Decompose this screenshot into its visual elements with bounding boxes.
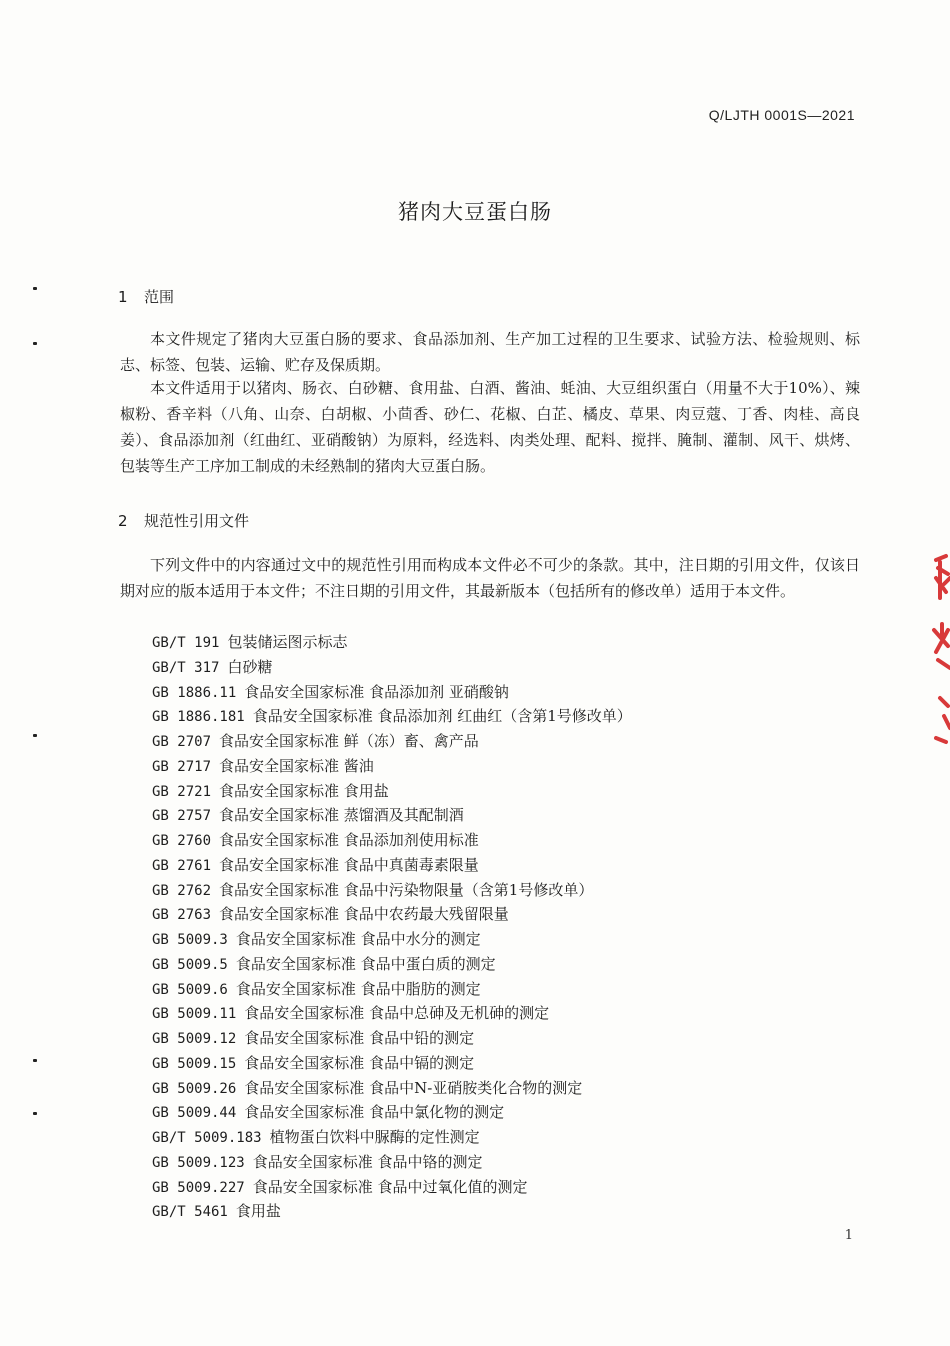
reference-title: 包装储运图示标志 bbox=[227, 633, 348, 651]
reference-code: GB 2717 bbox=[152, 758, 212, 775]
reference-title: 食品安全国家标准 食品添加剂 红曲红（含第1号修改单） bbox=[252, 707, 632, 726]
margin-dot bbox=[33, 287, 37, 290]
reference-code: GB 5009.123 bbox=[152, 1154, 245, 1171]
reference-item bbox=[152, 655, 632, 680]
page-number: 1 bbox=[844, 1228, 853, 1243]
document-title: 猪肉大豆蛋白肠 bbox=[398, 200, 552, 224]
reference-item bbox=[152, 902, 632, 927]
reference-code: GB 5009.5 bbox=[152, 956, 228, 973]
reference-title: 食品安全国家标准 酱油 bbox=[219, 756, 374, 775]
reference-code: GB 1886.11 bbox=[152, 684, 237, 701]
section-title: 规范性引用文件 bbox=[144, 512, 250, 530]
reference-title: 食品安全国家标准 蒸馏酒及其配制酒 bbox=[219, 806, 464, 825]
margin-dot bbox=[33, 734, 37, 737]
margin-dot bbox=[33, 1112, 37, 1115]
reference-item bbox=[152, 680, 632, 705]
reference-code: GB 2760 bbox=[152, 833, 212, 849]
reference-code: GB 5009.15 bbox=[152, 1055, 237, 1072]
reference-code: GB 1886.181 bbox=[152, 709, 245, 726]
reference-code: GB 2757 bbox=[152, 808, 212, 825]
reference-item bbox=[152, 977, 632, 1002]
margin-dot bbox=[33, 1059, 37, 1062]
document-code: Q/LJTH 0001S—2021 bbox=[708, 107, 855, 123]
reference-title: 食品安全国家标准 食品中蛋白质的测定 bbox=[235, 954, 496, 973]
section-title: 范围 bbox=[144, 288, 175, 306]
reference-title: 食品安全国家标准 食品中水分的测定 bbox=[235, 930, 481, 948]
section-number: 1 bbox=[118, 288, 128, 306]
reference-title: 食品安全国家标准 食品中农药最大残留限量 bbox=[219, 905, 509, 924]
reference-title: 食品安全国家标准 食品中总砷及无机砷的测定 bbox=[244, 1004, 550, 1023]
reference-item bbox=[152, 828, 632, 853]
reference-item bbox=[152, 779, 632, 804]
reference-title: 食品安全国家标准 食品中过氧化值的测定 bbox=[252, 1177, 528, 1196]
reference-item bbox=[152, 1076, 632, 1101]
reference-item bbox=[152, 1001, 632, 1026]
section-number: 2 bbox=[118, 512, 128, 530]
scope-paragraph: 本文件规定了猪肉大豆蛋白肠的要求、食品添加剂、生产加工过程的卫生要求、试验方法、检验规则、标志、标签、包装、运输、贮存及保质期。 bbox=[120, 330, 860, 374]
reference-item bbox=[152, 704, 632, 729]
reference-code: GB 5009.6 bbox=[152, 981, 228, 998]
red-seal-fragment bbox=[924, 548, 950, 768]
reference-code: GB 5009.12 bbox=[152, 1031, 237, 1047]
reference-title: 食品安全国家标准 食品中真菌毒素限量 bbox=[219, 855, 479, 874]
reference-item bbox=[152, 853, 632, 878]
reference-title: 食品安全国家标准 食品中铅的测定 bbox=[244, 1029, 475, 1047]
reference-title: 食品安全国家标准 食品中脂肪的测定 bbox=[235, 979, 481, 998]
reference-item bbox=[152, 1125, 632, 1150]
margin-dot bbox=[33, 342, 37, 345]
reference-title: 食品安全国家标准 食品中铬的测定 bbox=[252, 1152, 483, 1171]
reference-code: GB 2762 bbox=[152, 882, 212, 899]
reference-item bbox=[152, 1051, 632, 1076]
reference-code: GB/T 191 bbox=[152, 635, 220, 651]
reference-item bbox=[152, 1100, 632, 1125]
reference-item bbox=[152, 754, 632, 779]
reference-code: GB/T 317 bbox=[152, 659, 220, 676]
references-intro-paragraph: 下列文件中的内容通过文中的规范性引用而构成本文件必不可少的条款。其中，注日期的引用文件，仅该日期对应的版本适用于本文件；不注日期的引用文件，其最新版本（包括所有的修改单）适用于本文件。 bbox=[120, 556, 860, 600]
reference-code: GB 2761 bbox=[152, 857, 212, 874]
reference-title: 食品安全国家标准 食品添加剂 亚硝酸钠 bbox=[244, 682, 509, 701]
reference-item bbox=[152, 729, 632, 754]
reference-code: GB/T 5009.183 bbox=[152, 1130, 262, 1146]
reference-code: GB 2721 bbox=[152, 783, 212, 800]
reference-title: 植物蛋白饮料中脲酶的定性测定 bbox=[269, 1128, 480, 1146]
reference-item bbox=[152, 927, 632, 952]
reference-code: GB 5009.44 bbox=[152, 1105, 237, 1122]
section-heading-scope bbox=[118, 286, 174, 307]
reference-list bbox=[152, 630, 632, 1224]
reference-code: GB 5009.11 bbox=[152, 1006, 237, 1023]
reference-item bbox=[152, 630, 632, 655]
reference-code: GB 2707 bbox=[152, 734, 212, 750]
reference-item bbox=[152, 1026, 632, 1051]
reference-code: GB 2763 bbox=[152, 907, 212, 924]
reference-title: 食品安全国家标准 食品添加剂使用标准 bbox=[219, 831, 479, 849]
reference-title: 食品安全国家标准 食品中N-亚硝胺类化合物的测定 bbox=[244, 1078, 583, 1097]
reference-title: 白砂糖 bbox=[227, 657, 273, 676]
reference-code: GB 5009.3 bbox=[152, 932, 228, 948]
reference-title: 食品安全国家标准 食品中镉的测定 bbox=[244, 1053, 475, 1072]
scope-paragraph: 本文件适用于以猪肉、肠衣、白砂糖、食用盐、白酒、酱油、蚝油、大豆组织蛋白（用量不大于10%）、辣椒粉、香辛料（八角、山奈、白胡椒、小茴香、砂仁、花椒、白芷、橘皮、草果、肉豆蔻、丁香、肉桂、高良姜）、食品添加剂（红曲红、亚硝酸钠）为原料，经选料、肉类处理、配料、搅拌、腌制、灌制、风干、烘烤、包装等生产工序加工制成的未经熟制的猪肉大豆蛋白肠。 bbox=[120, 379, 860, 475]
reference-code: GB 5009.26 bbox=[152, 1080, 237, 1097]
reference-item bbox=[152, 878, 632, 903]
section-heading-references bbox=[118, 510, 249, 531]
reference-item bbox=[152, 803, 632, 828]
reference-code: GB/T 5461 bbox=[152, 1204, 228, 1221]
reference-title: 食品安全国家标准 食品中氯化物的测定 bbox=[244, 1103, 505, 1122]
reference-item bbox=[152, 952, 632, 977]
reference-code: GB 5009.227 bbox=[152, 1179, 245, 1196]
reference-item bbox=[152, 1150, 632, 1175]
reference-title: 食用盐 bbox=[235, 1202, 281, 1221]
reference-title: 食品安全国家标准 鲜（冻）畜、禽产品 bbox=[219, 732, 479, 750]
reference-title: 食品安全国家标准 食用盐 bbox=[219, 781, 389, 800]
reference-title: 食品安全国家标准 食品中污染物限量（含第1号修改单） bbox=[219, 880, 594, 899]
reference-item bbox=[152, 1199, 632, 1224]
reference-item bbox=[152, 1175, 632, 1200]
